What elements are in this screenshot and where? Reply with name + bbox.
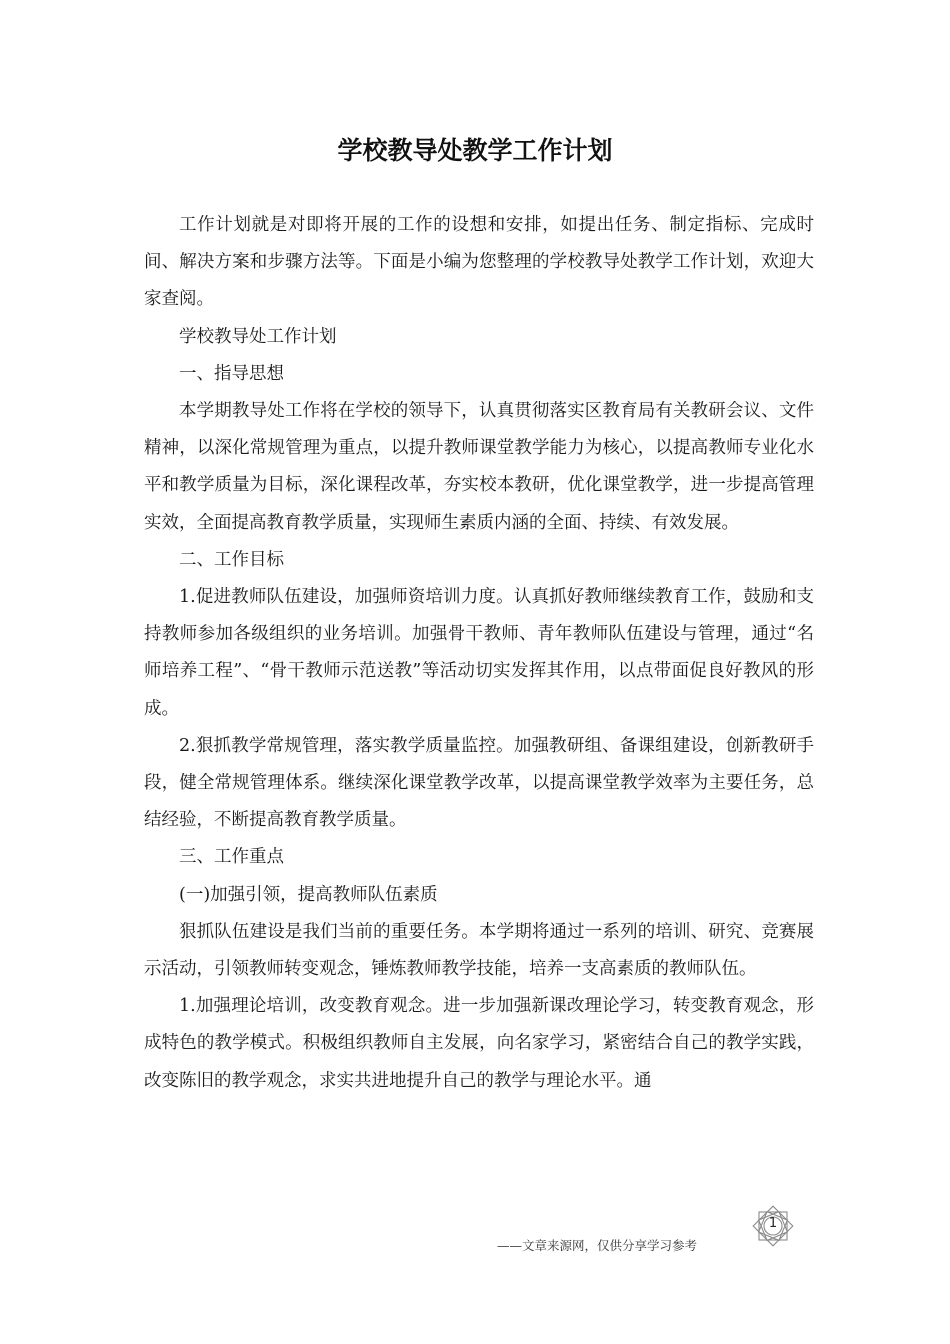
guiding-thought-paragraph: 本学期教导处工作将在学校的领导下，认真贯彻落实区教育局有关教研会议、文件精神，以深化常规管理为重点，以提升教师课堂教学能力为核心，以提高教师专业化水平和教学质量为目标，深化课程改革，夯实校本教研，优化课堂教学，进一步提高管理实效，全面提高教育教学质量，实现师生素质内涵的全面、持续、有效发展。 <box>144 401 814 533</box>
document-title: 学校教导处教学工作计划 <box>337 136 613 165</box>
section-heading-focus: 三、工作重点 <box>179 847 284 868</box>
section-heading-plan: 学校教导处工作计划 <box>179 326 337 347</box>
subsection-heading-1: (一)加强引领，提高教师队伍素质 <box>179 884 438 905</box>
document-body <box>144 207 814 1100</box>
goal-item-2: 2.狠抓教学常规管理，落实教学质量监控。加强教研组、备课组建设，创新教研手段，健全常规管理体系。继续深化课堂教学改革，以提高课堂教学效率为主要任务，总结经验，不断提高教育教学质量。 <box>144 735 814 831</box>
page-number: 1 <box>768 1216 778 1231</box>
theory-training-paragraph: 1.加强理论培训，改变教育观念。进一步加强新课改理论学习，转变教育观念，形成特色的教学模式。积极组织教师自主发展，向名家学习，紧密结合自己的教学实践，改变陈旧的教学观念，求实共进地提升自己的教学与理论水平。通 <box>144 996 814 1091</box>
intro-paragraph: 工作计划就是对即将开展的工作的设想和安排，如提出任务、制定指标、完成时间、解决方案和步骤方法等。下面是小编为您整理的学校教导处教学工作计划，欢迎大家查阅。 <box>144 215 814 310</box>
footer-source-note: ——文章来源网，仅供分享学习参考 <box>497 1238 698 1253</box>
section-heading-guiding-thought: 一、指导思想 <box>179 363 284 384</box>
team-building-paragraph: 狠抓队伍建设是我们当前的重要任务。本学期将通过一系列的培训、研究、竞赛展示活动，引领教师转变观念，锤炼教师教学技能，培养一支高素质的教师队伍。 <box>144 921 814 980</box>
goal-item-1: 1.促进教师队伍建设，加强师资培训力度。认真抓好教师继续教育工作，鼓励和支持教师参加各级组织的业务培训。加强骨干教师、青年教师队伍建设与管理，通过“名师培养工程”、“骨干教师示范送教”等活动切实发挥其作用，以点带面促良好教风的形成。 <box>144 587 814 719</box>
section-heading-goals: 二、工作目标 <box>179 549 284 570</box>
ornamental-page-badge-icon <box>748 1201 798 1251</box>
